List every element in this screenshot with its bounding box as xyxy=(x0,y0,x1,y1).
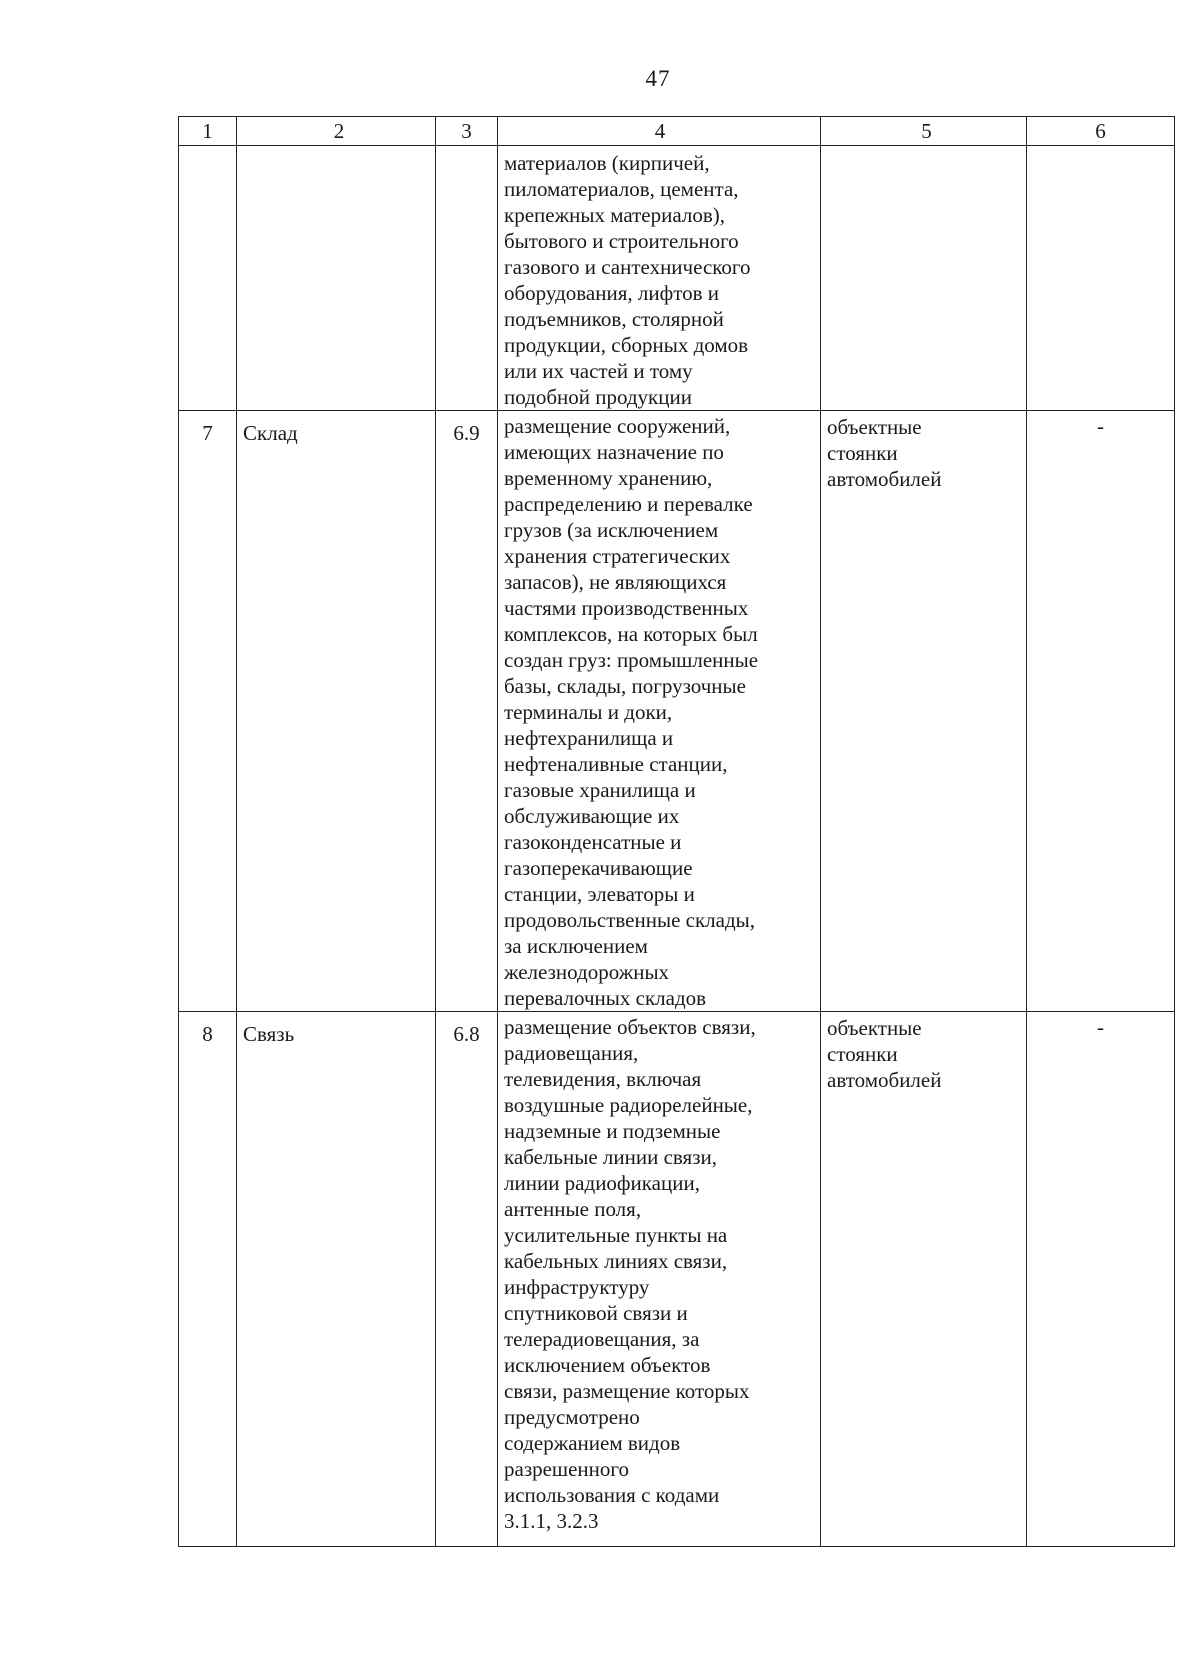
row-number-cell: 8 xyxy=(179,1012,237,1547)
column-6-cell: - xyxy=(1027,411,1175,1012)
table-row xyxy=(179,411,1175,1012)
description-cell: размещение объектов связи, радиовещания, телевидения, включая воздушные радиорелейные, надземные и подземные кабельные линии связи, линии радиофикации, антенные поля, усилительные пункты на кабельных линиях связи, инфраструктуру спутниковой связи и телерадиовещания, за исключением объектов связи, размещение которых предусмотрено содержанием видов разрешенного использования с кодами 3.1.1, 3.2.3 xyxy=(498,1012,821,1547)
use-code-cell: 6.8 xyxy=(436,1012,498,1547)
column-6-cell: - xyxy=(1027,1012,1175,1547)
use-name-cell xyxy=(237,146,436,411)
column-header-1: 1 xyxy=(179,117,237,146)
use-name-cell: Склад xyxy=(237,411,436,1012)
description-cell: размещение сооружений, имеющих назначение по временному хранению, распределению и перевалке грузов (за исключением хранения стратегических запасов), не являющихся частями производственных комплексов, на которых был создан груз: промышленные базы, склады, погрузочные терминалы и доки, нефтехранилища и нефтеналивные станции, газовые хранилища и обслуживающие их газоконденсатные и газоперекачивающие станции, элеваторы и продовольственные склады, за исключением железнодорожных перевалочных складов xyxy=(498,411,821,1012)
land-use-table xyxy=(178,116,1175,1547)
column-6-cell xyxy=(1027,146,1175,411)
column-header-2: 2 xyxy=(237,117,436,146)
column-header-6: 6 xyxy=(1027,117,1175,146)
page-number: 47 xyxy=(645,66,671,91)
table-header-row xyxy=(179,117,1175,146)
table-row xyxy=(179,146,1175,411)
column-header-4: 4 xyxy=(498,117,821,146)
use-name-cell: Связь xyxy=(237,1012,436,1547)
description-cell: материалов (кирпичей, пиломатериалов, цемента, крепежных материалов), бытового и строительного газового и сантехнического оборудования, лифтов и подъемников, столярной продукции, сборных домов или их частей и тому подобной продукции xyxy=(498,146,821,411)
column-header-3: 3 xyxy=(436,117,498,146)
use-code-cell xyxy=(436,146,498,411)
use-code-cell: 6.9 xyxy=(436,411,498,1012)
table-row xyxy=(179,1012,1175,1547)
column-5-cell xyxy=(821,146,1027,411)
row-number-cell xyxy=(179,146,237,411)
column-header-5: 5 xyxy=(821,117,1027,146)
column-5-cell: объектные стоянки автомобилей xyxy=(821,1012,1027,1547)
row-number-cell: 7 xyxy=(179,411,237,1012)
column-5-cell: объектные стоянки автомобилей xyxy=(821,411,1027,1012)
